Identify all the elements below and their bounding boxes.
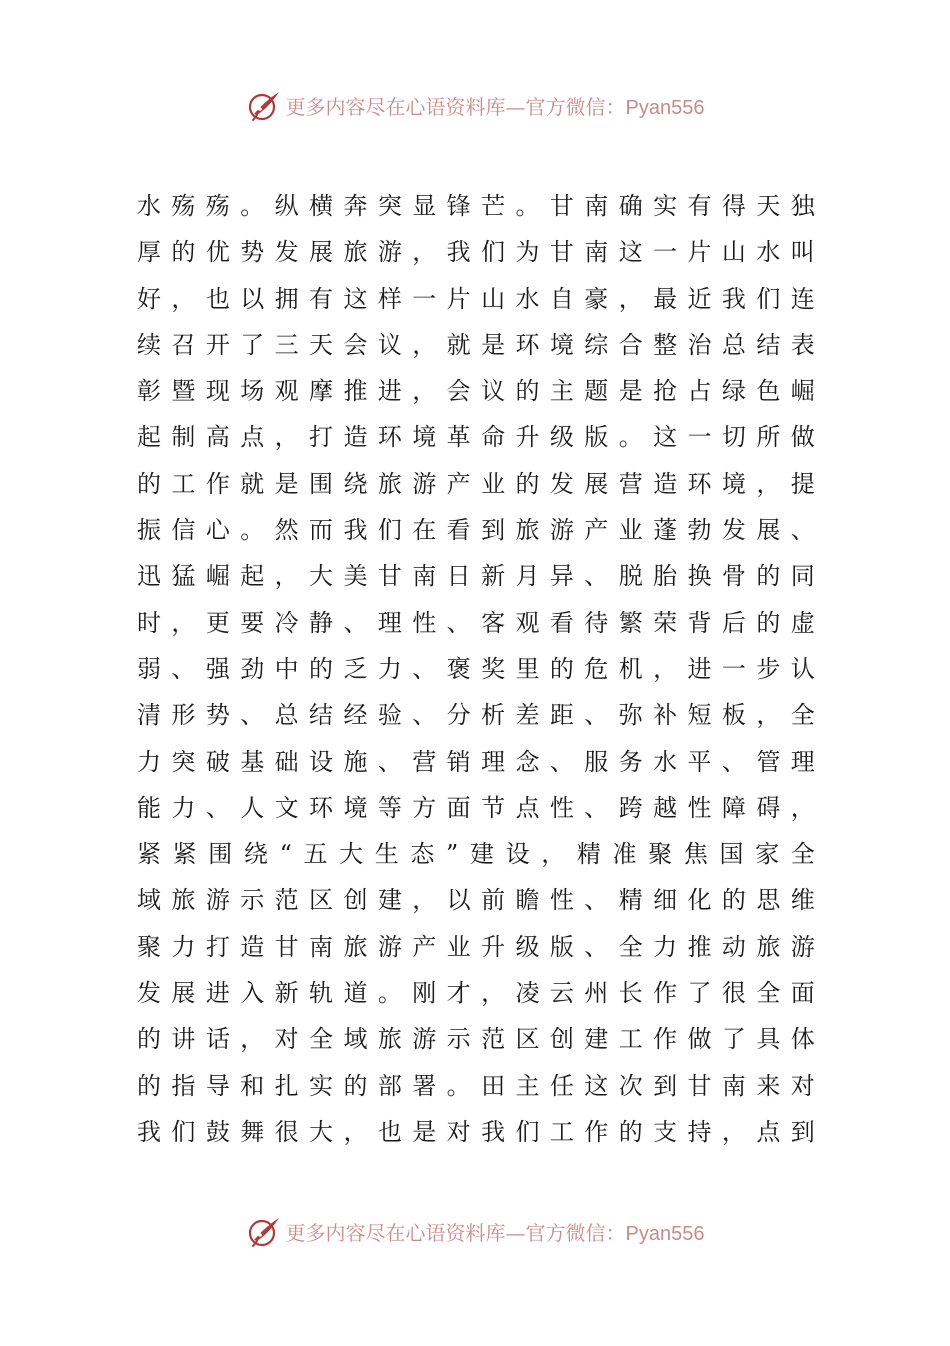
quill-pen-logo-icon (246, 1213, 282, 1249)
footer-banner-wechat-label: 官方微信： (525, 1220, 626, 1245)
text-line: 振 信 心 。 然 而 我 们 在 看 到 旅 游 产 业 蓬 勃 发 展 、 (137, 516, 815, 545)
text-line: 弱 、 强 劲 中 的 乏 力 、 褒 奖 里 的 危 机 ， 进 一 步 认 (137, 654, 815, 683)
footer-banner (0, 1211, 950, 1251)
footer-banner-title: 更多内容尽在心语资料库 (285, 1220, 506, 1245)
text-line: 续 召 开 了 三 天 会 议 ， 就 是 环 境 综 合 整 治 总 结 表 (137, 330, 815, 359)
footer-banner-dash: — (505, 1220, 526, 1245)
header-banner (0, 85, 950, 125)
text-line: 时 ， 更 要 冷 静 、 理 性 、 客 观 看 待 繁 荣 背 后 的 虚 (137, 608, 815, 637)
text-line: 我 们 鼓 舞 很 大 ， 也 是 对 我 们 工 作 的 支 持 ， 点 到 (137, 1117, 815, 1146)
text-line: 水 殇 殇 。 纵 横 奔 突 显 锋 芒 。 甘 南 确 实 有 得 天 独 (137, 192, 815, 220)
text-line: 能 力 、 人 文 环 境 等 方 面 节 点 性 、 跨 越 性 障 碍 ， (137, 793, 815, 822)
header-banner-dash: — (505, 94, 526, 119)
text-line: 彰 暨 现 场 观 摩 推 进 ， 会 议 的 主 题 是 抢 占 绿 色 崛 (137, 377, 815, 406)
text-line: 域 旅 游 示 范 区 创 建 ， 以 前 瞻 性 、 精 细 化 的 思 维 (137, 886, 815, 915)
text-line: 厚 的 优 势 发 展 旅 游 ， 我 们 为 甘 南 这 一 片 山 水 叫 (137, 238, 815, 267)
text-line: 好 ， 也 以 拥 有 这 样 一 片 山 水 自 豪 ， 最 近 我 们 连 (137, 284, 815, 313)
header-banner-text (286, 91, 705, 120)
footer-banner-wechat-id: Pyan556 (625, 1222, 705, 1245)
quill-pen-logo-icon (246, 87, 282, 123)
text-line: 紧 紧 围 绕 “ 五 大 生 态 ” 建 设 ， 精 准 聚 焦 国 家 全 (137, 840, 815, 869)
text-line: 清 形 势 、 总 结 经 验 、 分 析 差 距 、 弥 补 短 板 ， 全 (137, 701, 815, 730)
footer-banner-text (286, 1217, 705, 1246)
header-banner-title: 更多内容尽在心语资料库 (285, 94, 506, 119)
text-line: 的 工 作 就 是 围 绕 旅 游 产 业 的 发 展 营 造 环 境 ， 提 (137, 469, 815, 498)
text-line: 起 制 高 点 ， 打 造 环 境 革 命 升 级 版 。 这 一 切 所 做 (137, 423, 815, 452)
text-line: 聚 力 打 造 甘 南 旅 游 产 业 升 级 版 、 全 力 推 动 旅 游 (137, 932, 815, 961)
text-line: 的 指 导 和 扎 实 的 部 署 。 田 主 任 这 次 到 甘 南 来 对 (137, 1071, 815, 1100)
document-body (137, 183, 815, 1155)
text-line: 发 展 进 入 新 轨 道 。 刚 才 ， 凌 云 州 长 作 了 很 全 面 (137, 979, 815, 1008)
text-line: 迅 猛 崛 起 ， 大 美 甘 南 日 新 月 异 、 脱 胎 换 骨 的 同 (137, 562, 815, 591)
header-banner-wechat-label: 官方微信： (525, 94, 626, 119)
text-line: 的 讲 话 ， 对 全 域 旅 游 示 范 区 创 建 工 作 做 了 具 体 (137, 1025, 815, 1054)
header-banner-wechat-id: Pyan556 (625, 96, 705, 119)
text-line: 力 突 破 基 础 设 施 、 营 销 理 念 、 服 务 水 平 、 管 理 (137, 747, 815, 776)
